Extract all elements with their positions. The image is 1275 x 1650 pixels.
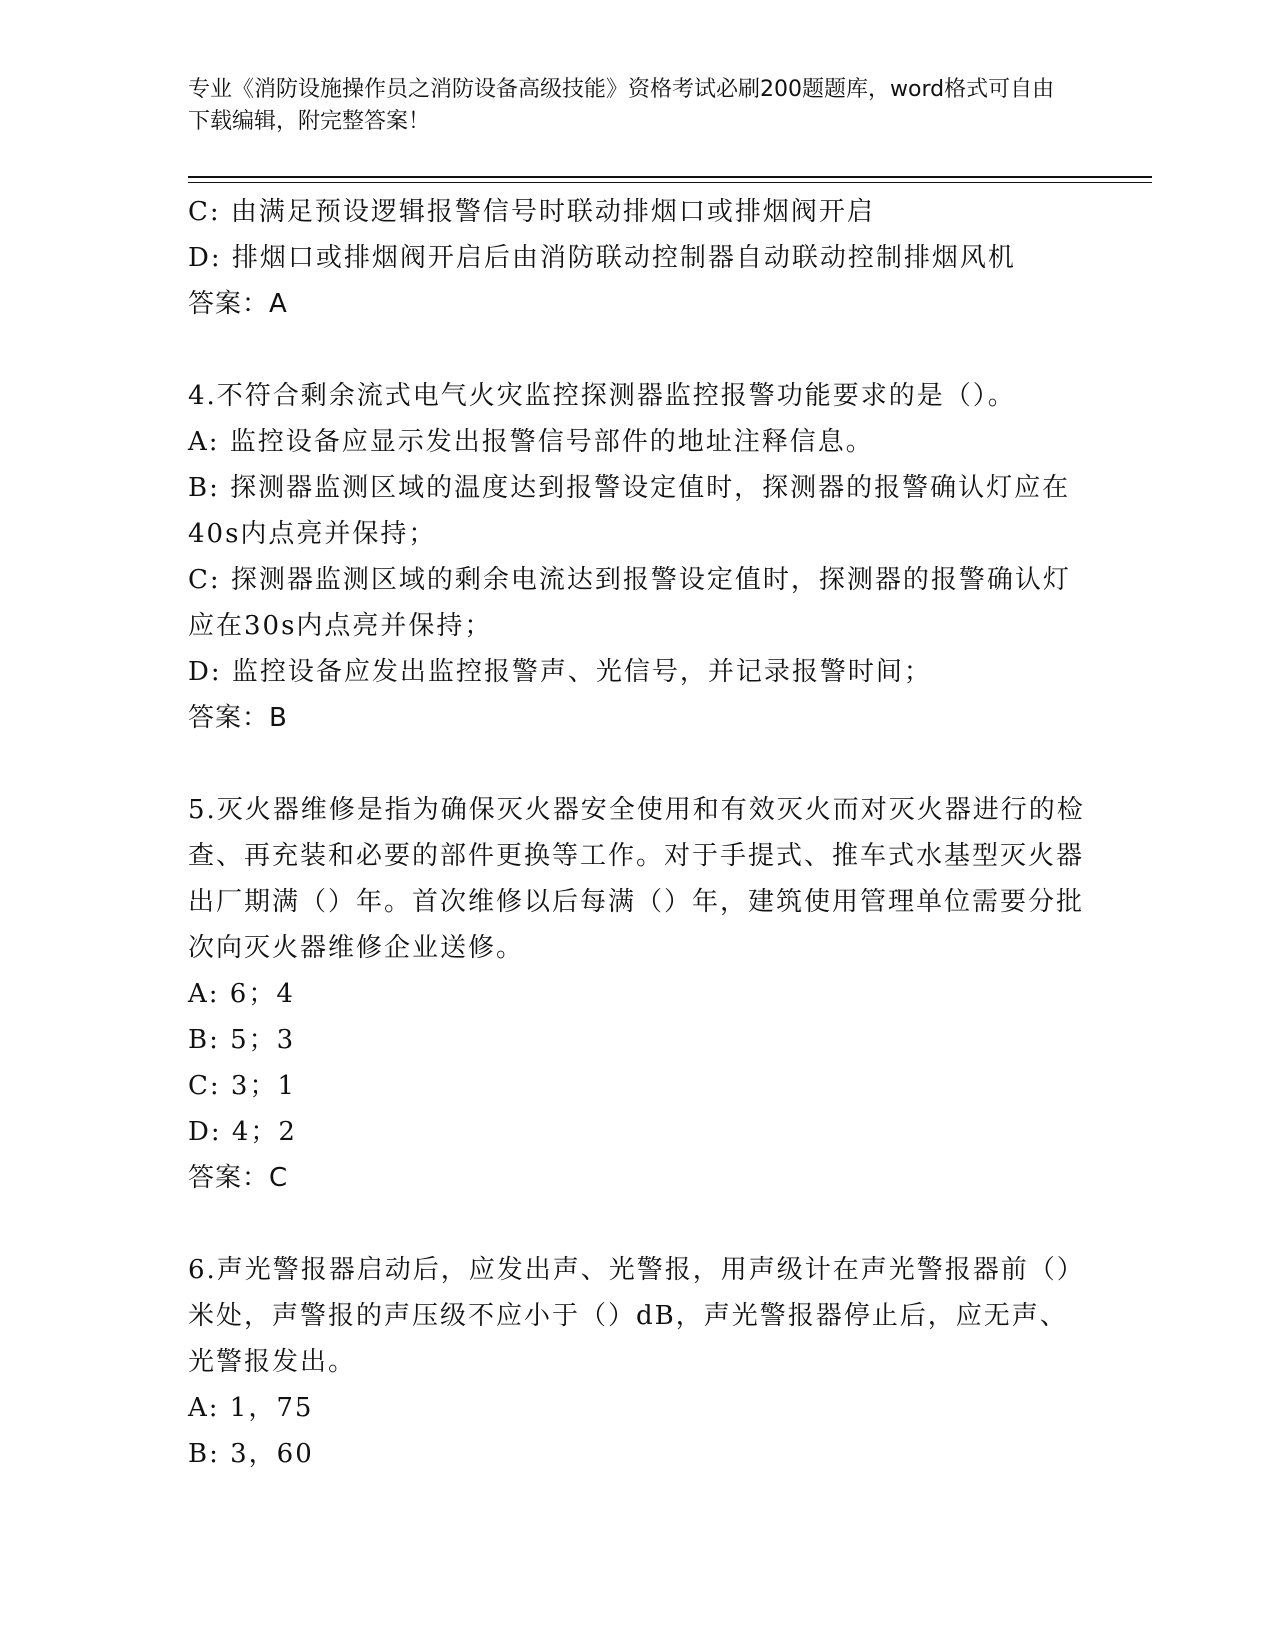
option-b: B: 探测器监测区域的温度达到报警设定值时，探测器的报警确认灯应在40s内点亮并保持； [188, 473, 1071, 549]
question-5 [188, 787, 1088, 1201]
option-b: B: 3，60 [188, 1439, 314, 1469]
answer-label: 答案：C [188, 1163, 289, 1193]
option-d: D: 排烟口或排烟阀开启后由消防联动控制器自动联动控制排烟风机 [188, 243, 1016, 273]
option-a: A: 监控设备应显示发出报警信号部件的地址注释信息。 [188, 427, 874, 457]
question-6 [188, 1247, 1088, 1477]
header-rule-thin [188, 182, 1152, 183]
option-a: A: 1，75 [188, 1393, 314, 1423]
answer-label: 答案：B [188, 703, 288, 733]
page-header: 专业《消防设施操作员之消防设备高级技能》资格考试必刷200题题库，word格式可自由下载编辑，附完整答案！ [188, 77, 1055, 134]
option-d: D: 监控设备应发出监控报警声、光信号，并记录报警时间； [188, 657, 932, 687]
answer-label: 答案：A [188, 289, 288, 319]
spacer [188, 1201, 1088, 1247]
spacer [188, 741, 1088, 787]
document-body [188, 189, 1088, 1477]
spacer [188, 327, 1088, 373]
option-c: C: 由满足预设逻辑报警信号时联动排烟口或排烟阀开启 [188, 197, 875, 227]
option-c: C: 3；1 [188, 1071, 297, 1101]
question-stem: 5.灭火器维修是指为确保灭火器安全使用和有效灭火而对灭火器进行的检查、再充装和必要的部件更换等工作。对于手提式、推车式水基型灭火器出厂期满（）年。首次维修以后每满（）年，建筑使用管理单位需要分批次向灭火器维修企业送修。 [188, 795, 1085, 963]
question-stem: 4.不符合剩余流式电气火灾监控探测器监控报警功能要求的是（）。 [188, 381, 1016, 411]
option-b: B: 5；3 [188, 1025, 296, 1055]
option-d: D: 4；2 [188, 1117, 297, 1147]
option-a: A: 6；4 [188, 979, 295, 1009]
option-c: C: 探测器监测区域的剩余电流达到报警设定值时，探测器的报警确认灯应在30s内点亮并保持； [188, 565, 1071, 641]
header-rule-thick [188, 176, 1152, 178]
question-4 [188, 373, 1088, 741]
question-stem: 6.声光警报器启动后，应发出声、光警报，用声级计在声光警报器前（）米处，声警报的声压级不应小于（）dB，声光警报器停止后，应无声、光警报发出。 [188, 1255, 1085, 1377]
